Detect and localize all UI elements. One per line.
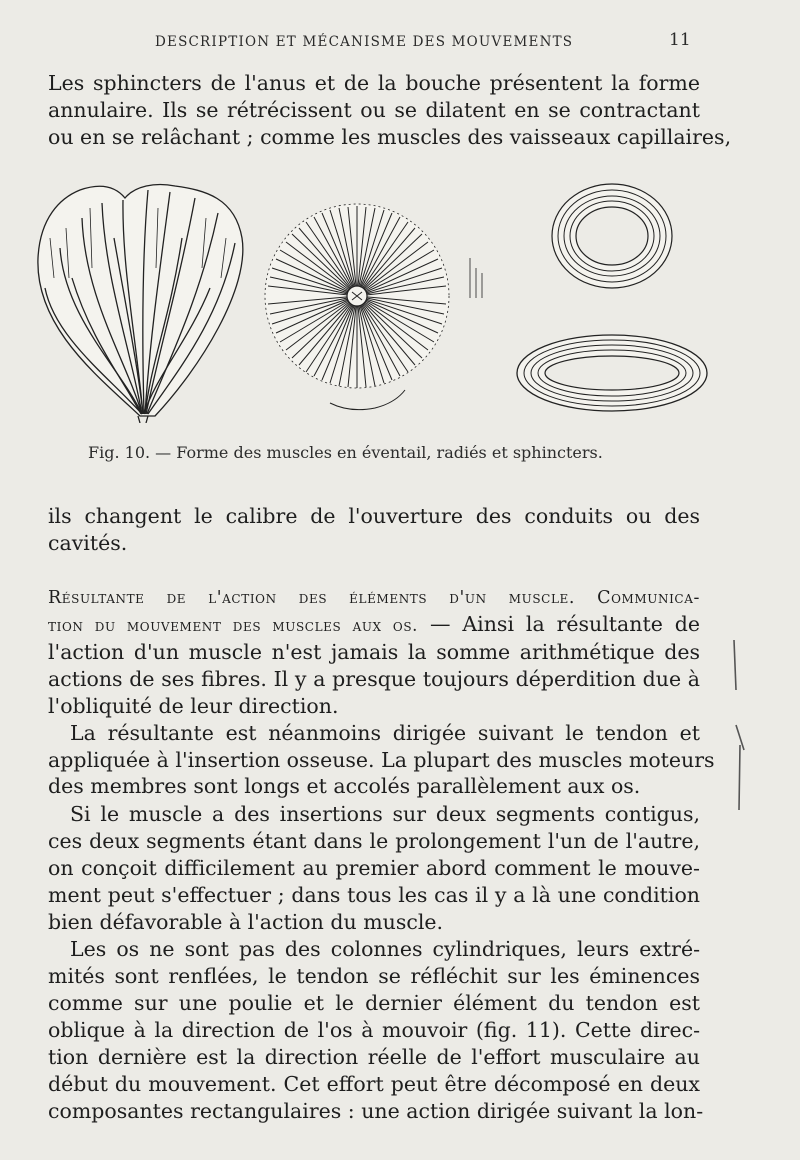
body-line-1: l'action d'un muscle n'est jamais la somme arithmétique des: [48, 640, 700, 664]
fan-muscle-illustration: [38, 185, 243, 424]
figure-caption: Fig. 10. — Forme des muscles en éventail, radiés et sphincters.: [88, 443, 603, 462]
margin-pencil-mark: [722, 635, 752, 815]
body-line-6: des membres sont longs et accolés parallèlement aux os.: [48, 774, 641, 798]
continuation-line-2: cavités.: [48, 531, 128, 555]
body-line-15: oblique à la direction de l'os à mouvoir (fig. 11). Cette direc-: [48, 1018, 700, 1042]
intro-line-1: Les sphincters de l'anus et de la bouche présentent la forme: [48, 71, 700, 95]
section-heading-line-1: Résultante de l'action des éléments d'un muscle. Communica-: [48, 588, 700, 608]
body-line-12: Les os ne sont pas des colonnes cylindriques, leurs extré-: [70, 937, 700, 961]
section-heading-continuation: — Ainsi la résultante de: [418, 612, 701, 636]
running-head: DESCRIPTION ET MÉCANISME DES MOUVEMENTS: [155, 34, 574, 50]
body-line-3: l'obliquité de leur direction.: [48, 694, 339, 718]
body-line-18: composantes rectangulaires : une action dirigée suivant la lon-: [48, 1099, 704, 1123]
page-number: 11: [669, 30, 691, 50]
body-line-2: actions de ses fibres. Il y a presque toujours déperdition due à: [48, 667, 700, 691]
intro-line-2: annulaire. Ils se rétrécissent ou se dilatent en se contractant: [48, 98, 700, 122]
body-line-5: appliquée à l'insertion osseuse. La plupart des muscles moteurs: [48, 748, 715, 772]
intro-line-3: ou en se relâchant ; comme les muscles des vaisseaux capillaires,: [48, 125, 732, 149]
body-line-4: La résultante est néanmoins dirigée suivant le tendon et: [70, 721, 700, 745]
radiate-muscle-illustration: [265, 204, 482, 410]
section-heading-title-end: tion du mouvement des muscles aux os.: [48, 616, 419, 635]
body-line-10: ment peut s'effectuer ; dans tous les cas il y a là une condition: [48, 883, 700, 907]
continuation-line-1: ils changent le calibre de l'ouverture des conduits ou des: [48, 504, 700, 528]
body-line-9: on conçoit difficilement au premier abord comment le mouve-: [48, 856, 700, 880]
section-heading-line-2: [48, 611, 700, 639]
oval-sphincter-illustration: [517, 335, 707, 411]
muscle-forms-figure: [30, 178, 720, 423]
body-line-14: comme sur une poulie et le dernier élément du tendon est: [48, 991, 700, 1015]
body-line-17: début du mouvement. Cet effort peut être décomposé en deux: [48, 1072, 700, 1096]
body-line-7: Si le muscle a des insertions sur deux segments contigus,: [70, 802, 700, 826]
body-line-16: tion dernière est la direction réelle de l'effort musculaire au: [48, 1045, 700, 1069]
body-line-11: bien défavorable à l'action du muscle.: [48, 910, 444, 934]
body-line-13: mités sont renflées, le tendon se réfléchit sur les éminences: [48, 964, 700, 988]
ring-sphincter-illustration: [552, 184, 672, 288]
body-line-8: ces deux segments étant dans le prolongement l'un de l'autre,: [48, 829, 700, 853]
